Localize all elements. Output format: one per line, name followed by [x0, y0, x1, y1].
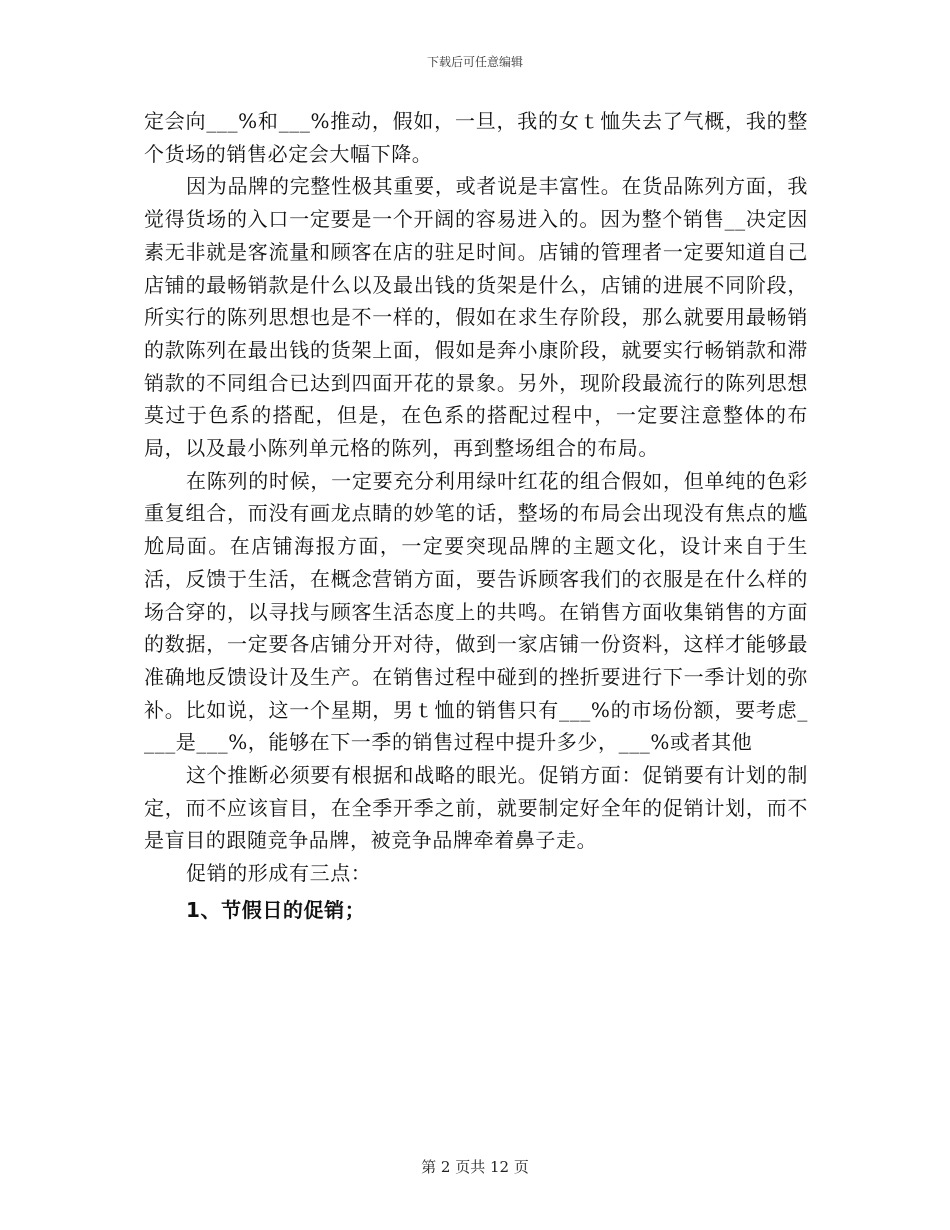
page-header: 下载后可任意编辑	[426, 55, 523, 69]
paragraph-1: 定会向___%和___%推动，假如，一旦，我的女ｔ恤失去了气概，我的整个货场的销售必定会大幅下降。	[144, 109, 808, 166]
paragraph-4: 这个推断必须要有根据和战略的眼光。促销方面：促销要有计划的制定，而不应该盲目，在全季开季之前，就要制定好全年的促销计划，而不是盲目的跟随竞争品牌，被竞争品牌牵着鼻子走。	[144, 763, 808, 853]
section-heading: 1、节假日的促销；	[186, 897, 366, 922]
document-body	[144, 105, 808, 927]
paragraph-2: 因为品牌的完整性极其重要，或者说是丰富性。在货品陈列方面，我觉得货场的入口一定要是一个开阔的容易进入的。因为整个销售__决定因素无非就是客流量和顾客在店的驻足时间。店铺的管理者一定要知道自己店铺的最畅销款是什么以及最出钱的货架是什么，店铺的进展不同阶段，所实行的陈列思想也是不一样的，假如在求生存阶段，那么就要用最畅销的款陈列在最出钱的货架上面，假如是奔小康阶段，就要实行畅销款和滞销款的不同组合已达到四面开花的景象。另外，现阶段最流行的陈列思想莫过于色系的搭配，但是，在色系的搭配过程中，一定要注意整体的布局，以及最小陈列单元格的陈列，再到整场组合的布局。	[144, 174, 808, 461]
page-footer: 第 2 页共 12 页	[421, 1158, 529, 1176]
paragraph-3: 在陈列的时候，一定要充分利用绿叶红花的组合假如，但单纯的色彩重复组合，而没有画龙点睛的妙笔的话，整场的布局会出现没有焦点的尴尬局面。在店铺海报方面，一定要突现品牌的主题文化，设计来自于生活，反馈于生活，在概念营销方面，要告诉顾客我们的衣服是在什么样的场合穿的，以寻找与顾客生活态度上的共鸣。在销售方面收集销售的方面的数据，一定要各店铺分开对待，做到一家店铺一份资料，这样才能够最准确地反馈设计及生产。在销售过程中碰到的挫折要进行下一季计划的弥补。比如说，这一个星期，男ｔ恤的销售只有___%的市场份额，要考虑____是___%，能够在下一季的销售过程中提升多少，___%或者其他	[144, 468, 808, 755]
paragraph-5: 促销的形成有三点：	[186, 861, 372, 886]
